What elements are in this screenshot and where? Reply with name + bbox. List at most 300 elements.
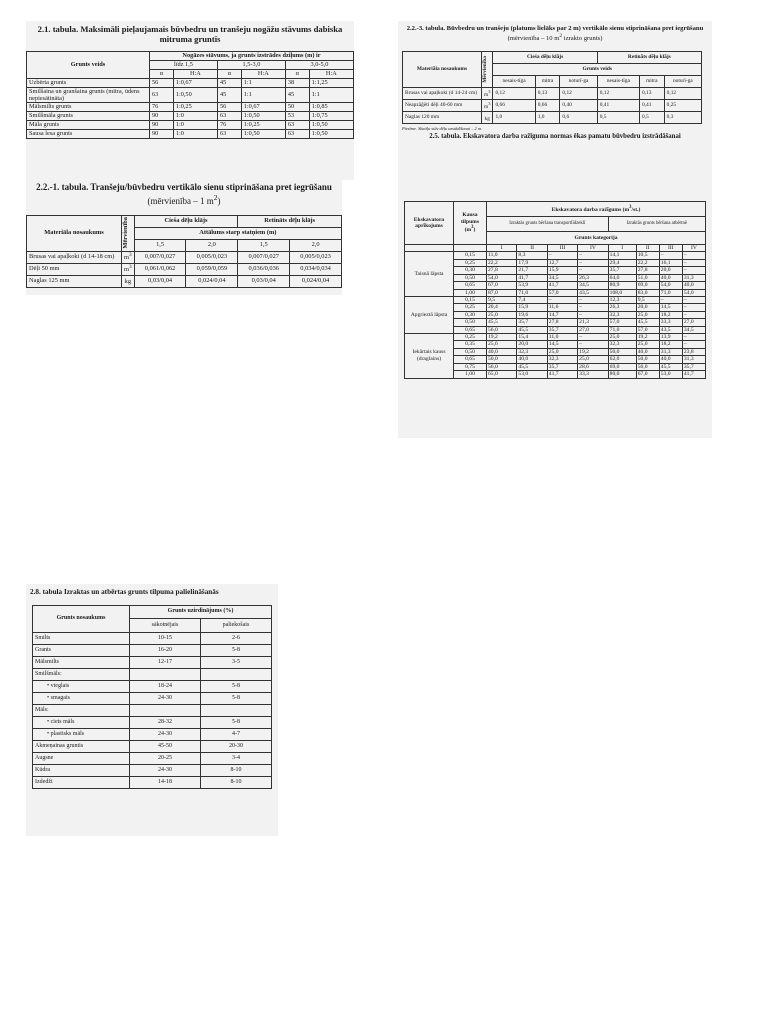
value-cell: 40,0	[636, 348, 659, 355]
unit-text: m	[484, 91, 489, 98]
col-unit-label: Mērvienība	[482, 56, 488, 83]
value-cell: –	[682, 296, 705, 303]
value-cell: 12,7	[547, 259, 577, 266]
value-cell: 18,2	[659, 341, 682, 348]
value-cell: 15,9	[547, 267, 577, 274]
title-text: 2.2.-3. tabula. Būvbedru un tranšeju (platums lielāks par 2 m) vertikālo sienu stiprināšana pret iegrūšanu	[406, 25, 704, 32]
unit-sup: 3	[488, 89, 491, 94]
soil-name-cell	[33, 680, 130, 692]
category-header: II	[636, 245, 659, 252]
value-cell: 10,5	[636, 252, 659, 259]
table-row	[27, 78, 354, 87]
unit-text: kg	[124, 278, 132, 286]
table-row	[403, 100, 702, 112]
category-header: III	[659, 245, 682, 252]
value-cell: 19,2	[578, 348, 608, 355]
table-2-2-3	[402, 51, 702, 124]
value-cell: 17,9	[517, 259, 547, 266]
value-cell: 35,7	[547, 363, 577, 370]
material-name-cell: Naglas 120 mm	[403, 112, 482, 124]
soil-name-cell: Māls:	[33, 704, 130, 716]
value-cell: –	[682, 259, 705, 266]
value-cell: 26,3	[608, 304, 636, 311]
value-cell: 71,0	[608, 326, 636, 333]
table-2-8-scan	[26, 584, 278, 836]
bucket-cell: 0,15	[454, 252, 487, 259]
value-cell: 69,0	[636, 282, 659, 289]
value-cell: 32,3	[608, 311, 636, 318]
table-2-8-title: 2.8. tabula Izraktas un atbērtas grunts tilpuma palielināšanās	[30, 588, 219, 596]
material-name-cell: Naglas 125 mm	[27, 275, 122, 287]
col-sparse: Retināts dēļu klājs	[238, 215, 342, 227]
value-cell: 0,12	[664, 88, 701, 100]
value-cell: 40,0	[659, 274, 682, 281]
bucket-cell: 0,25	[454, 259, 487, 266]
value-cell: 0,03/0,04	[238, 275, 290, 287]
value-cell: –	[682, 252, 705, 259]
unit-cell	[482, 100, 493, 112]
value-cell: 90	[150, 130, 174, 139]
value-cell: 26,3	[578, 274, 608, 281]
value-cell: 0,6	[560, 112, 597, 124]
table-2-1-scan	[26, 21, 354, 180]
table-2-2-1-title	[30, 182, 338, 207]
bullet: •	[47, 730, 51, 737]
value-cell: 45,5	[487, 319, 517, 326]
soil-name-cell: Smilšaina un granšaina grunts (mitra, ūdens nepiesātināta)	[27, 87, 150, 102]
bucket-cell: 0,25	[454, 334, 487, 341]
value-cell	[130, 668, 201, 680]
sub-ratio: H:A	[241, 69, 285, 78]
value-cell: 41,7	[682, 371, 705, 378]
col-material: Materiāla nosaukums	[27, 215, 122, 251]
title-unit	[147, 192, 221, 206]
value-cell: 3-5	[200, 656, 271, 668]
sub-alpha: α	[150, 69, 174, 78]
value-cell: 32,3	[608, 341, 636, 348]
value-cell: 27,0	[682, 319, 705, 326]
soil-name-cell: Smilšmāls:	[33, 668, 130, 680]
unit-text: m	[124, 254, 129, 262]
value-cell: 56,0	[636, 363, 659, 370]
value-cell: 0,005/0,023	[186, 251, 238, 263]
value-cell: –	[578, 334, 608, 341]
value-cell: 35,7	[682, 363, 705, 370]
value-cell: –	[578, 304, 608, 311]
value-cell: 15,9	[517, 304, 547, 311]
value-cell: 23,8	[682, 348, 705, 355]
value-cell: 0,40	[560, 100, 597, 112]
value-cell: 8-10	[200, 764, 271, 776]
equipment-label-cell: Apgrieztā lāpsta	[405, 296, 454, 333]
table-2-5-scan	[398, 194, 712, 438]
value-cell: 1:0,50	[173, 87, 217, 102]
table-row	[33, 632, 272, 644]
value-cell: 22,2	[487, 259, 517, 266]
value-cell: –	[682, 311, 705, 318]
table-row	[33, 776, 272, 788]
unit-cell	[122, 275, 135, 287]
value-cell: 76	[150, 103, 174, 112]
distance-header: 2,0	[186, 239, 238, 251]
value-cell: 41,7	[517, 274, 547, 281]
col-unit-label: Mērvienība	[122, 217, 129, 249]
value-cell: –	[659, 252, 682, 259]
col-bucket-sup: 3	[471, 225, 474, 231]
value-cell: 53,0	[517, 371, 547, 378]
table-row	[33, 704, 272, 716]
value-cell: 53,9	[517, 282, 547, 289]
value-cell: 7,4	[517, 296, 547, 303]
value-cell: 1,0	[535, 112, 560, 124]
soil-name-cell	[33, 716, 130, 728]
material-name-cell: Neapzāģēti dēļi 40-60 mm	[403, 100, 482, 112]
value-cell: 40,0	[659, 356, 682, 363]
bullet: •	[47, 682, 51, 689]
value-cell: 1:0,50	[241, 130, 285, 139]
col-category: Grunts kategorija	[487, 232, 706, 245]
value-cell: 34,5	[547, 274, 577, 281]
table-row	[33, 668, 272, 680]
value-cell: 20,0	[659, 267, 682, 274]
value-cell: 0,66	[535, 100, 560, 112]
soil-type-header: mitra	[639, 76, 664, 88]
soil-type-header: noturī-ga	[560, 76, 597, 88]
sub-ratio: H:A	[309, 69, 353, 78]
table-2-2-3-body	[403, 88, 702, 124]
title-unit-end: izrakto grunts)	[562, 35, 603, 43]
title-unit-text: (mērvienība – 10 m	[507, 35, 560, 43]
soil-name-cell	[33, 728, 130, 740]
unit-text: m	[124, 266, 129, 274]
value-cell: 27,8	[636, 267, 659, 274]
bucket-cell: 0,35	[454, 341, 487, 348]
table-row	[27, 251, 342, 263]
table-row	[27, 121, 354, 130]
bucket-cell: 0,50	[454, 348, 487, 355]
value-cell: 1:0,50	[309, 130, 353, 139]
value-cell: 19,2	[487, 334, 517, 341]
value-cell: 11,0	[487, 252, 517, 259]
value-cell: 63	[150, 87, 174, 102]
value-cell: 27,8	[547, 319, 577, 326]
value-cell: 45,5	[517, 326, 547, 333]
value-cell: 108,0	[608, 289, 636, 296]
bucket-cell: 1,00	[454, 289, 487, 296]
table-2-1	[26, 51, 354, 139]
value-cell: 25,0	[636, 341, 659, 348]
value-cell: 31,3	[682, 356, 705, 363]
soil-type-header: nesais-tīga	[597, 76, 639, 88]
sub-alpha: α	[217, 69, 241, 78]
value-cell: –	[578, 341, 608, 348]
col-productivity	[487, 202, 706, 217]
bucket-cell: 0,30	[454, 267, 487, 274]
value-cell: 1:0,67	[173, 78, 217, 87]
value-cell: 20-25	[130, 752, 201, 764]
table-2-1-body	[27, 78, 354, 138]
table-2-8	[32, 605, 272, 789]
soil-type-header: noturī-ga	[664, 76, 701, 88]
value-cell: 1:1	[241, 78, 285, 87]
title-unit-sup: 2	[559, 32, 563, 39]
table-row	[405, 252, 706, 259]
value-cell: 0,5	[597, 112, 639, 124]
col-soil-type: Grunts veids	[493, 64, 702, 76]
bucket-cell: 0,65	[454, 356, 487, 363]
soil-name-text: plastisks māls	[50, 730, 85, 737]
value-cell: 56,0	[487, 363, 517, 370]
value-cell: 0,66	[493, 100, 535, 112]
soil-name-cell: Māla grunts	[27, 121, 150, 130]
distance-header: 1,5	[238, 239, 290, 251]
table-row	[33, 764, 272, 776]
value-cell: 67,0	[636, 371, 659, 378]
value-cell: 71,0	[659, 289, 682, 296]
value-cell: 18-24	[130, 680, 201, 692]
soil-name-cell: Izdedži	[33, 776, 130, 788]
value-cell: 45	[217, 78, 241, 87]
value-cell: 35,7	[517, 319, 547, 326]
value-cell: 8-10	[200, 776, 271, 788]
bucket-cell: 1,00	[454, 371, 487, 378]
bucket-cell: 0,75	[454, 363, 487, 370]
value-cell: 20,0	[517, 341, 547, 348]
value-cell: 0,13	[639, 88, 664, 100]
value-cell: 31,3	[682, 274, 705, 281]
table-2-2-3-footnote: Piezīme. Skaitļu stāv dēļu uzstādīšanai – 2 m.	[402, 126, 483, 131]
value-cell: 1:0	[173, 130, 217, 139]
soil-name-cell: Smilšmāla grunts	[27, 112, 150, 121]
table-row	[33, 716, 272, 728]
value-cell: 33,3	[578, 371, 608, 378]
value-cell: 62,0	[608, 356, 636, 363]
value-cell: 50,0	[636, 356, 659, 363]
title-unit	[507, 32, 603, 43]
col-bucket-end: )	[473, 227, 476, 234]
col-soil-type: Grunts veids	[27, 51, 150, 78]
value-cell: 0,024/0,04	[290, 275, 342, 287]
col-distance: Attālums starp statņiem (m)	[134, 227, 341, 239]
category-header: IV	[682, 245, 705, 252]
table-2-2-1	[26, 215, 342, 288]
value-cell: 41,7	[547, 371, 577, 378]
table-2-2-3-title	[402, 25, 708, 43]
table-2-5-body	[405, 252, 706, 378]
table-2-5	[404, 201, 706, 379]
value-cell: 0,12	[597, 88, 639, 100]
table-row	[27, 103, 354, 112]
value-cell: –	[682, 334, 705, 341]
value-cell: 80,0	[608, 371, 636, 378]
col-residual: paliekošais	[200, 619, 271, 633]
value-cell: 5-8	[200, 692, 271, 704]
value-cell: 1:0,25	[241, 121, 285, 130]
value-cell: 45	[217, 87, 241, 102]
value-cell: 90	[150, 112, 174, 121]
soil-name-cell: Grants	[33, 644, 130, 656]
value-cell: 53	[285, 112, 309, 121]
value-cell: 50,0	[487, 356, 517, 363]
value-cell: 0,3	[664, 112, 701, 124]
value-cell: 5-8	[200, 716, 271, 728]
range-header: 3,0-5,0	[285, 60, 353, 69]
col-equipment: Ekskavatora aprīkojums	[405, 202, 454, 245]
unit-text: kg	[484, 115, 490, 122]
value-cell: 0,005/0,023	[290, 251, 342, 263]
col-productivity-label: Ekskavatora darba ražīgums (m	[551, 206, 630, 213]
value-cell: 25,6	[487, 341, 517, 348]
value-cell: 33,3	[659, 319, 682, 326]
col-bucket	[454, 202, 487, 245]
category-row	[405, 245, 706, 252]
value-cell: 1:0,50	[241, 112, 285, 121]
material-name-cell: Brusas vai apaļkoki (d 14-24 cm)	[403, 88, 482, 100]
value-cell: 25,0	[547, 348, 577, 355]
col-initial: sākotnējais	[130, 619, 201, 633]
value-cell: 5-8	[200, 644, 271, 656]
value-cell: 25,0	[636, 311, 659, 318]
value-cell: 43,5	[659, 326, 682, 333]
value-cell: 56,0	[487, 326, 517, 333]
soil-name-cell: Mālsmilts	[33, 656, 130, 668]
table-2-2-1-body	[27, 251, 342, 287]
value-cell: 28-32	[130, 716, 201, 728]
bullet: •	[47, 694, 51, 701]
value-cell: 65,0	[487, 371, 517, 378]
value-cell: 51,0	[636, 274, 659, 281]
value-cell: 16,1	[659, 259, 682, 266]
value-cell: 0,034/0,034	[290, 263, 342, 275]
col-bucket-label: Kausa tilpums	[460, 212, 480, 225]
category-header: III	[547, 245, 577, 252]
table-row	[33, 692, 272, 704]
value-cell: 9,5	[636, 296, 659, 303]
soil-name-cell: Augsne	[33, 752, 130, 764]
table-row	[33, 728, 272, 740]
col-productivity-end: /st.)	[631, 206, 641, 213]
value-cell: 57,0	[636, 326, 659, 333]
table-row	[27, 112, 354, 121]
value-cell: 63	[285, 121, 309, 130]
value-cell: 5-8	[200, 680, 271, 692]
category-header: IV	[578, 245, 608, 252]
value-cell: 1:0	[173, 121, 217, 130]
value-cell: 15,4	[517, 334, 547, 341]
soil-type-header: mitra	[535, 76, 560, 88]
value-cell: –	[682, 304, 705, 311]
value-cell: 27,8	[487, 267, 517, 274]
material-name-cell: Brusas vai apaļkoki (d 14-18 cm)	[27, 251, 122, 263]
soil-name-cell: Smilts	[33, 632, 130, 644]
value-cell: 19,6	[517, 311, 547, 318]
value-cell: 54,0	[682, 289, 705, 296]
value-cell: 1:1,25	[309, 78, 353, 87]
value-cell: 45-50	[130, 740, 201, 752]
value-cell: 34,5	[578, 282, 608, 289]
table-row	[33, 740, 272, 752]
soil-name-cell: Sausa lesa grunts	[27, 130, 150, 139]
unit-sup: 3	[128, 264, 132, 271]
value-cell: 50	[285, 103, 309, 112]
value-cell: –	[578, 296, 608, 303]
value-cell: 0,12	[493, 88, 535, 100]
value-cell: 13,9	[659, 334, 682, 341]
value-cell: –	[578, 259, 608, 266]
table-2-2-1-scan	[26, 180, 342, 295]
title-unit-text: (mērvienība – 1 m	[147, 195, 214, 206]
col-slope: Nogāzes stāvums, ja grunts izstrādes dziļums (m) ir	[150, 51, 354, 60]
value-cell: 0,059/0,059	[186, 263, 238, 275]
col-bucket-unit: (m	[464, 227, 472, 234]
value-cell: 0,007/0,027	[134, 251, 186, 263]
table-2-5-title: 2.5. tabula. Ekskavatora darba ražīguma normas ēkas pamatu būvbedru izstrādāšanai	[429, 133, 681, 140]
equipment-label-cell: Iekārtais kauss (draglains)	[405, 334, 454, 379]
value-cell: 0,024/0,04	[186, 275, 238, 287]
value-cell: 25,0	[608, 334, 636, 341]
col-loosening: Grunts uzirdinājums (%)	[130, 605, 272, 619]
range-header: līdz 1,5	[150, 60, 218, 69]
blank-cell	[405, 245, 454, 252]
value-cell: 87,0	[487, 289, 517, 296]
value-cell: 9,5	[487, 296, 517, 303]
value-cell: 56	[150, 78, 174, 87]
value-cell: 1,0	[493, 112, 535, 124]
table-row	[27, 130, 354, 139]
table-2-1-title: 2.1. tabula. Maksimāli pieļaujamais būvbedru un tranšeju nogāžu stāvums dabiska mitruma gruntīs	[37, 24, 343, 45]
soil-name-cell: Mālsmilts grunts	[27, 103, 150, 112]
value-cell: 16-20	[130, 644, 201, 656]
value-cell: 20,4	[487, 304, 517, 311]
value-cell: 45,5	[636, 319, 659, 326]
value-cell: 0,41	[639, 100, 664, 112]
value-cell: 45,5	[517, 363, 547, 370]
soil-name-cell: Uzbērta grunts	[27, 78, 150, 87]
value-cell: 24-30	[130, 728, 201, 740]
value-cell: 0,007/0,027	[238, 251, 290, 263]
value-cell: 3-4	[200, 752, 271, 764]
col-productivity-sup: 3	[629, 204, 632, 210]
value-cell: –	[659, 296, 682, 303]
value-cell: 4-7	[200, 728, 271, 740]
value-cell: 1:0,67	[241, 103, 285, 112]
value-cell: 19,2	[636, 334, 659, 341]
table-row	[33, 644, 272, 656]
table-row	[33, 752, 272, 764]
value-cell: 28,6	[578, 363, 608, 370]
category-header: I	[608, 245, 636, 252]
table-row	[27, 275, 342, 287]
soil-name-text: ciets māls	[50, 718, 75, 725]
material-name-cell: Dēļi 50 mm	[27, 263, 122, 275]
table-row	[403, 112, 702, 124]
value-cell: 63	[285, 130, 309, 139]
value-cell: 20-30	[200, 740, 271, 752]
category-header: II	[517, 245, 547, 252]
unit-sup: 3	[128, 252, 132, 259]
value-cell: 31,3	[659, 348, 682, 355]
value-cell: 0,13	[535, 88, 560, 100]
mode-transport: Izraktās grunts bēršana transportlīdzeklī	[487, 217, 609, 232]
table-row	[403, 88, 702, 100]
sub-alpha: α	[285, 69, 309, 78]
col-soil-name: Grunts nosaukums	[33, 605, 130, 632]
value-cell: 12,3	[608, 296, 636, 303]
value-cell: 8,3	[517, 252, 547, 259]
value-cell: 34,5	[682, 326, 705, 333]
col-unit	[482, 52, 493, 88]
table-row	[405, 296, 706, 303]
